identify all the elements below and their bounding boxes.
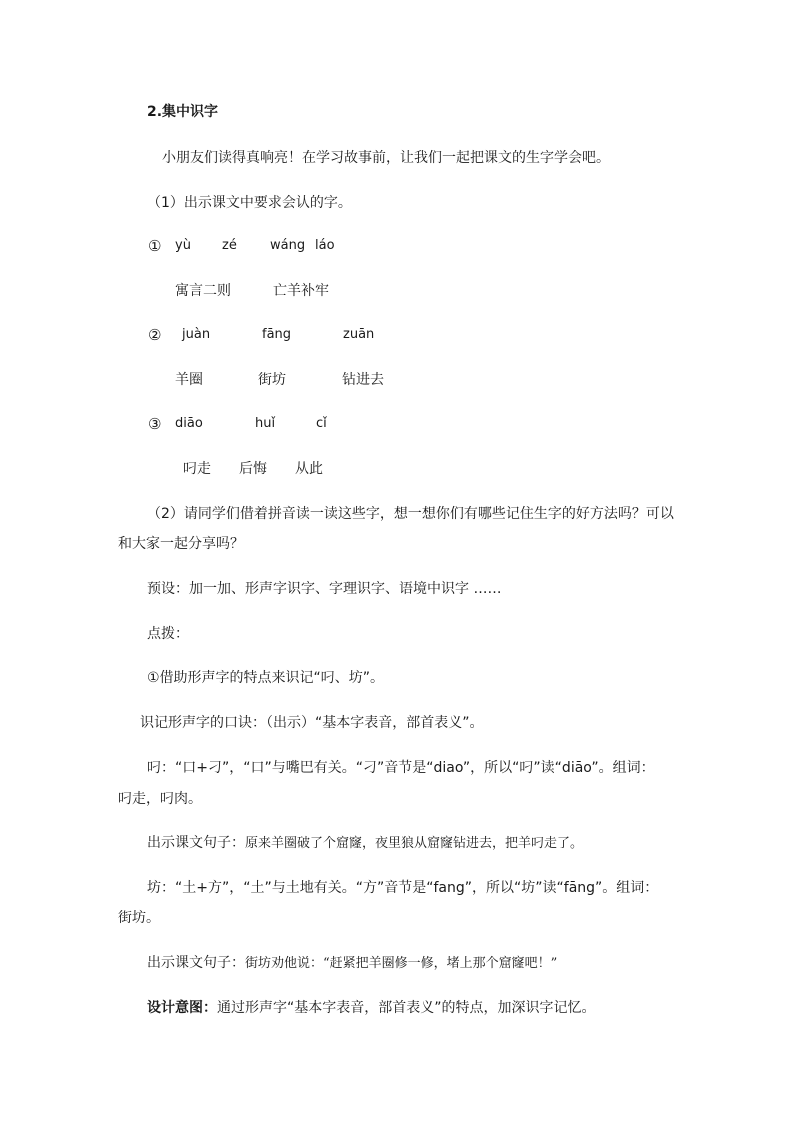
sentence-2-text: 街坊劝他说：“赶紧把羊圈修一修，堵上那个窟窿吧！”	[245, 956, 558, 971]
step-1-heading: （1）出示课文中要求会认的字。	[147, 195, 352, 211]
word-houhui: 后悔	[239, 461, 267, 477]
word-jiefang: 街坊	[258, 372, 286, 388]
word-yangjuan: 羊圈	[175, 372, 203, 388]
design-intent-label: 设计意图：	[147, 1000, 217, 1016]
group-3-number: ③	[148, 415, 162, 433]
group-1-number: ①	[148, 237, 162, 255]
pinyin-ze: zé	[222, 238, 237, 253]
fang-explanation-line-2: 街坊。	[118, 910, 160, 926]
intro-paragraph: 小朋友们读得真响亮！在学习故事前，让我们一起把课文的生字学会吧。	[162, 150, 610, 166]
sentence-1	[147, 833, 583, 854]
pinyin-wang: wáng	[270, 238, 306, 253]
word-diaozou: 叼走	[183, 461, 211, 477]
word-yuyan-erze: 寓言二则	[175, 283, 231, 299]
pinyin-yu: yù	[175, 238, 191, 253]
diao-explanation-line-2: 叼走，叼肉。	[118, 791, 202, 807]
pinyin-ci: cǐ	[316, 416, 327, 431]
preset-text: 预设：加一加、形声字识字、字理识字、语境中识字 ……	[147, 581, 502, 597]
sentence-2-label: 出示课文句子：	[147, 955, 245, 971]
pinyin-diao: diāo	[175, 416, 203, 431]
word-wangyang-bulao: 亡羊补牢	[273, 283, 329, 299]
step-2-line-2: 和大家一起分享吗？	[118, 536, 244, 552]
word-congci: 从此	[295, 461, 323, 477]
rhyme-text: 识记形声字的口诀：（出示）“基本字表音，部首表义”。	[140, 715, 484, 731]
pinyin-hui: huǐ	[255, 416, 276, 431]
pinyin-zuan: zuān	[343, 327, 375, 342]
design-intent	[147, 998, 596, 1018]
fang-explanation-line-1: 坊：“土+方”，“土”与土地有关。“方”音节是“fang”，所以“坊”读“fāng”。组词：	[147, 880, 659, 896]
design-intent-text: 通过形声字“基本字表音，部首表义”的特点，加深识字记忆。	[217, 1000, 596, 1016]
step-2-line-1: （2）请同学们借着拼音读一读这些字，想一想你们有哪些记住生字的好方法吗？可以	[147, 506, 674, 522]
pinyin-lao: láo	[315, 238, 335, 253]
sentence-1-label: 出示课文句子：	[147, 835, 245, 851]
diao-explanation-line-1: 叼：“口+刁”，“口”与嘴巴有关。“刁”音节是“diao”，所以“叼”读“diāo”。组词：	[147, 760, 655, 776]
pinyin-fang: fāng	[262, 327, 292, 342]
guide-label: 点拨：	[147, 626, 189, 642]
word-zuanjinqu: 钻进去	[342, 372, 384, 388]
group-2-number: ②	[148, 326, 162, 344]
sentence-2	[147, 953, 557, 974]
guide-item-1: ①借助形声字的特点来识记“叼、坊”。	[147, 670, 385, 686]
sentence-1-text: 原来羊圈破了个窟窿，夜里狼从窟窿钻进去，把羊叼走了。	[245, 836, 584, 851]
section-title: 2.集中识字	[147, 104, 219, 120]
pinyin-juan: juàn	[182, 327, 211, 342]
